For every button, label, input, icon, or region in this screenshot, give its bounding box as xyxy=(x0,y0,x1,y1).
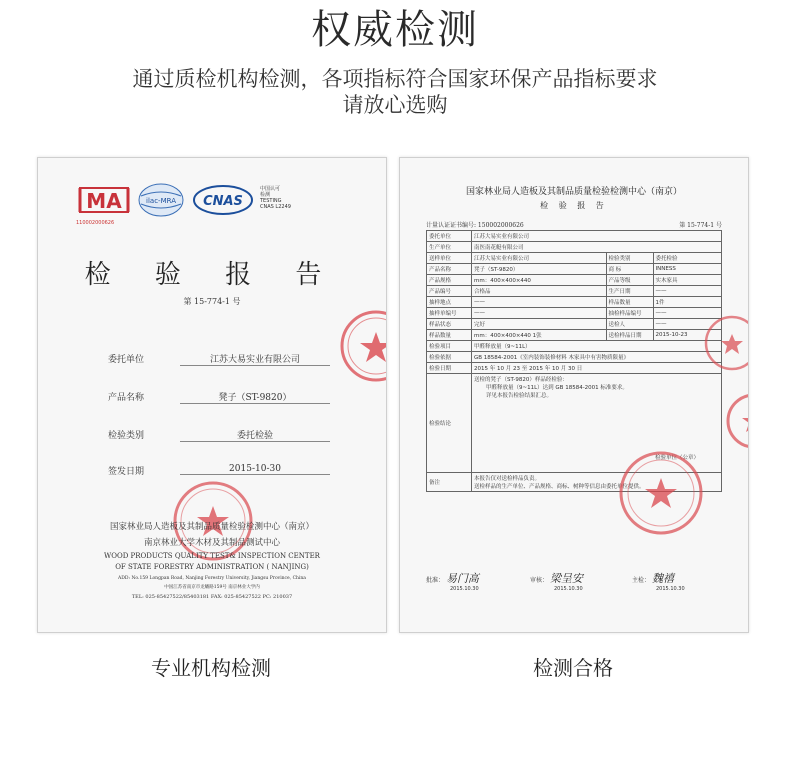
table-cell: 样品数量 xyxy=(606,297,653,308)
cnas-side-text xyxy=(260,186,291,210)
table-cell: —— xyxy=(472,308,607,319)
field-label: 产品名称 xyxy=(108,393,145,403)
official-stamp-icon xyxy=(336,306,387,386)
cnas-side-line: TESTING xyxy=(260,198,282,204)
certificate-detail-card xyxy=(399,157,749,633)
table-row xyxy=(427,264,722,275)
field-client xyxy=(108,352,300,365)
field-label: 签发日期 xyxy=(108,467,145,477)
signature-date: 2015.10.30 xyxy=(656,586,685,592)
conclusion-line: 送检的凳子（ST-9820）样品经检验： xyxy=(474,377,568,383)
signature-label: 主检： xyxy=(632,577,651,584)
cnas-logo-icon xyxy=(192,184,254,216)
table-cell: mm：400×400×440 1张 xyxy=(472,330,607,341)
detail-report-number: 第 15-774-1 号 xyxy=(679,222,722,229)
org-name-cn: 国家林业局人造板及其制品质量检验检测中心（南京） xyxy=(109,522,314,532)
org-name-cn-2: 南京林业大学木材及其制品测试中心 xyxy=(143,538,280,548)
table-cell: 送样单位 xyxy=(427,253,472,264)
official-stamp-icon xyxy=(724,386,749,456)
table-cell: 凳子（ST-9820） xyxy=(472,264,607,275)
accreditation-logos xyxy=(76,182,366,226)
signature-review xyxy=(530,570,583,592)
report-number: 第 15-774-1 号 xyxy=(183,297,241,306)
field-value: 凳子（ST-9820） xyxy=(180,390,330,404)
table-cell: 抽检样品编号 xyxy=(606,308,653,319)
table-cell: 委托检验 xyxy=(653,253,721,264)
table-cell: 2015 年 10 月 23 至 2015 年 10 月 30 日 xyxy=(472,363,722,374)
table-cell: 检验类别 xyxy=(606,253,653,264)
conclusion-line: 详见本报告检验结果汇总。 xyxy=(486,393,553,399)
table-cell: —— xyxy=(472,297,607,308)
table-cell: 实木家具 xyxy=(653,275,721,286)
table-cell: GB 18584-2001《室内装饰装修材料 木家具中有害物质限量》 xyxy=(472,352,722,363)
table-cell: 产品编号 xyxy=(427,286,472,297)
table-cell: 委托单位 xyxy=(427,231,472,242)
table-cell: 生产单位 xyxy=(427,242,472,253)
page-subtitle xyxy=(80,66,710,118)
signature-approve xyxy=(426,570,479,592)
org-address-cn: 中国江苏省南京市龙蟠路159号 南京林业大学内 xyxy=(164,585,260,590)
stamp-caption: 检验单位（公章） xyxy=(654,455,699,461)
signature-label: 审核： xyxy=(530,577,549,584)
official-stamp-icon xyxy=(616,448,706,538)
signature-name: 易门高 xyxy=(445,572,479,585)
table-cell: 完好 xyxy=(472,319,607,330)
org-name-en-2: OF STATE FORESTRY ADMINISTRATION ( NANJING) xyxy=(115,563,309,571)
field-label: 委托单位 xyxy=(108,355,145,365)
table-row xyxy=(427,286,722,297)
table-cell: 南医南花艇有限公司 xyxy=(472,242,722,253)
cma-logo-icon xyxy=(76,184,132,216)
subtitle-line-1: 通过质检机构检测，各项指标符合国家环保产品指标要求 xyxy=(132,67,658,91)
table-row xyxy=(427,308,722,319)
remark-line: 本报告仅对送检样品负责。 xyxy=(474,476,541,482)
org-contact: TEL: 025-85427522/85403181 FAX: 025-85427522 PC: 210037 xyxy=(131,594,293,600)
table-cell: 江苏大易实业有限公司 xyxy=(472,231,722,242)
field-category xyxy=(108,428,273,441)
table-row xyxy=(427,242,722,253)
table-cell: 产品等级 xyxy=(606,275,653,286)
table-row xyxy=(427,253,722,264)
signature-row xyxy=(426,570,722,600)
signature-date: 2015.10.30 xyxy=(450,586,479,592)
table-cell: 检验结论 xyxy=(427,374,472,473)
table-cell: —— xyxy=(653,308,721,319)
official-stamp-icon xyxy=(700,308,748,378)
field-value: 江苏大易实业有限公司 xyxy=(180,352,330,366)
table-cell: 产品规格 xyxy=(427,275,472,286)
signature-name: 梁呈安 xyxy=(549,572,583,585)
org-name-en: WOOD PRODUCTS QUALITY TEST& INSPECTION CENTER xyxy=(104,552,320,560)
cnas-logo-text: CNAS xyxy=(203,194,243,209)
certificate-cover xyxy=(38,158,386,632)
table-cell: 备注 xyxy=(427,473,472,492)
cnas-side-line: 中国认可 xyxy=(260,186,281,192)
cma-number: 110002000626 xyxy=(76,220,115,226)
table-row xyxy=(427,330,722,341)
table-cell: 送检人 xyxy=(606,319,653,330)
detail-subheading: 检 验 报 告 xyxy=(540,201,608,210)
table-row xyxy=(427,363,722,374)
field-label: 检验类别 xyxy=(108,431,145,441)
table-cell: 抽样地点 xyxy=(427,297,472,308)
caption-right: 检测合格 xyxy=(533,656,613,680)
ilac-mra-logo-icon xyxy=(136,182,186,218)
cnas-side-line: 检测 xyxy=(260,192,271,198)
field-product xyxy=(108,390,292,403)
signature-label: 批准： xyxy=(426,577,445,584)
org-address: ADD: No.159 Longpan Road, Nanjing Forestry University, Jiangsu Province, China xyxy=(118,576,306,581)
certificate-cover-card xyxy=(37,157,387,633)
table-cell: —— xyxy=(653,286,721,297)
conclusion-line: 甲醛释放量（9~11L）达到 GB 18584-2001 标准要求。 xyxy=(486,385,628,391)
table-row xyxy=(427,319,722,330)
signature-inspect xyxy=(632,570,685,592)
cert-number: 计量认证证书编号: 150002000626 xyxy=(426,222,524,229)
table-cell: —— xyxy=(653,319,721,330)
field-issue-date xyxy=(108,464,281,477)
table-cell: 合格品 xyxy=(472,286,607,297)
cma-logo-text: MA xyxy=(86,189,122,213)
table-cell: 商 标 xyxy=(606,264,653,275)
table-cell: 样品数量 xyxy=(427,330,472,341)
signature-date: 2015.10.30 xyxy=(554,586,583,592)
subtitle-line-2: 请放心选购 xyxy=(342,93,448,117)
page-title: 权威检测 xyxy=(311,7,479,53)
certificate-detail xyxy=(400,158,748,632)
ilac-logo-text: ilac-MRA xyxy=(146,197,176,205)
table-cell: 2015-10-23 xyxy=(653,330,721,341)
remark-line: 送检样品的生产单位、产品规格、商标、树种等信息由委托单位提供。 xyxy=(474,484,645,490)
table-row xyxy=(427,352,722,363)
table-cell: 甲醛释放量（9~11L） xyxy=(472,341,722,352)
table-row xyxy=(427,341,722,352)
caption-left: 专业机构检测 xyxy=(151,656,271,680)
table-cell: 江苏大易实业有限公司 xyxy=(472,253,607,264)
table-cell: 检验项目 xyxy=(427,341,472,352)
report-heading: 检 验 报 告 xyxy=(84,260,340,290)
field-value: 2015-10-30 xyxy=(180,464,330,475)
signature-name: 魏禧 xyxy=(651,572,674,585)
cnas-side-line: CNAS L2249 xyxy=(260,204,291,210)
table-cell: 生产日期 xyxy=(606,286,653,297)
table-row xyxy=(427,275,722,286)
detail-heading: 国家林业局人造板及其制品质量检验检测中心（南京） xyxy=(465,187,682,197)
table-row xyxy=(427,297,722,308)
table-cell: INNESS xyxy=(653,264,721,275)
table-cell: mm：400×400×440 xyxy=(472,275,607,286)
field-value: 委托检验 xyxy=(180,428,330,442)
table-cell: 样品状态 xyxy=(427,319,472,330)
table-row xyxy=(427,231,722,242)
table-cell: 产品名称 xyxy=(427,264,472,275)
table-cell: 检验日期 xyxy=(427,363,472,374)
table-cell: 1件 xyxy=(653,297,721,308)
table-cell: 检验依据 xyxy=(427,352,472,363)
table-cell: 抽样单编号 xyxy=(427,308,472,319)
table-cell: 送检样品日期 xyxy=(606,330,653,341)
